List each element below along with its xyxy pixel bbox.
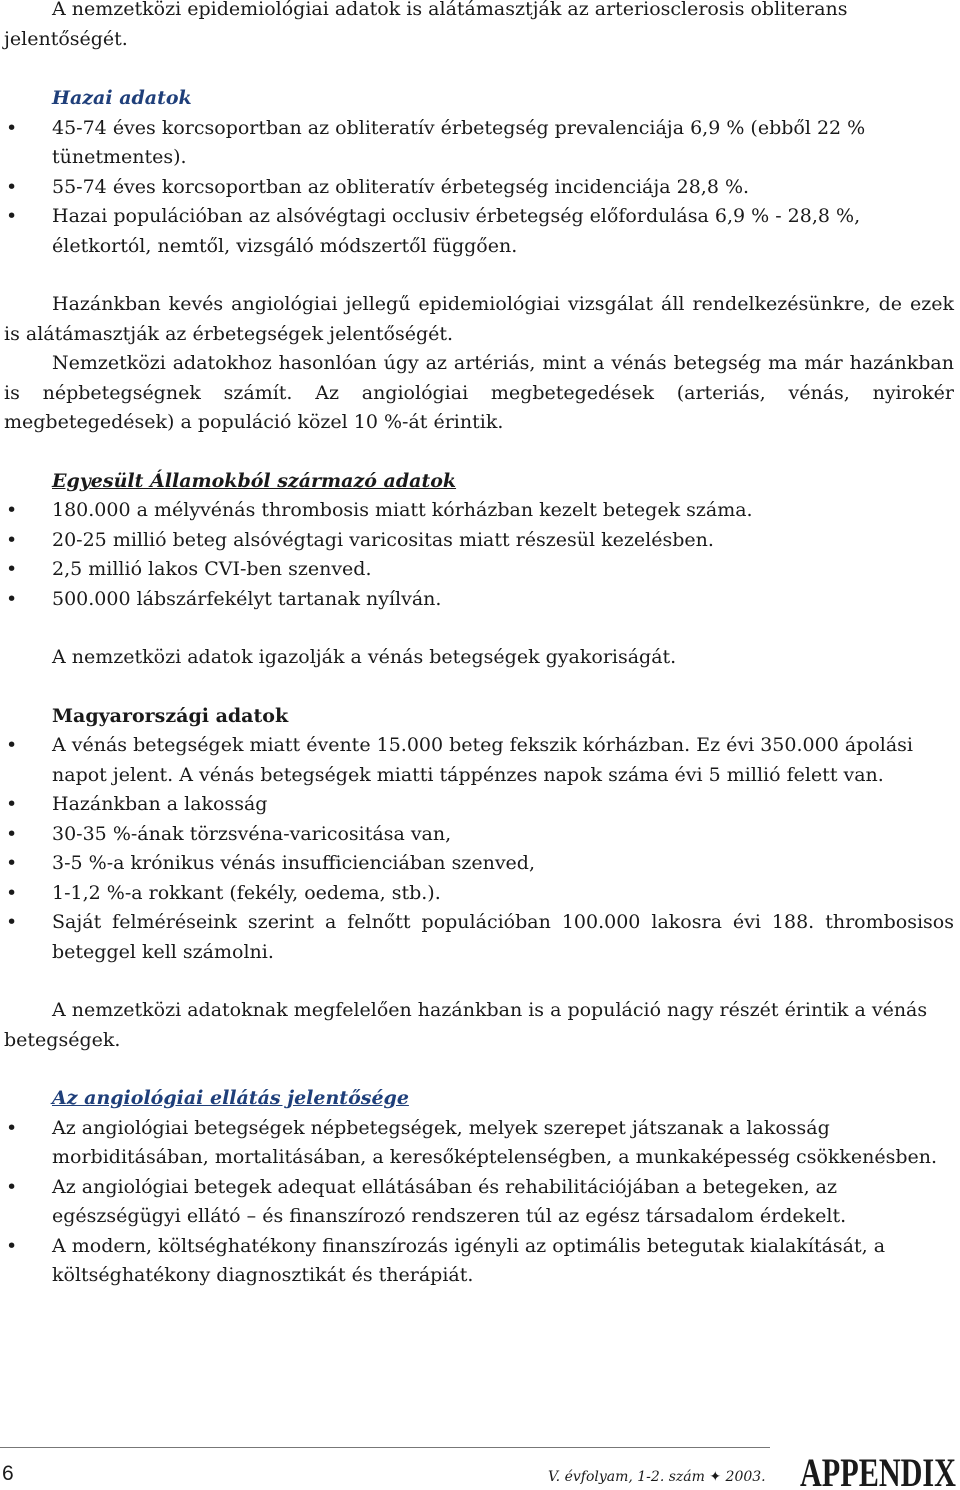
bullet-icon: • (6, 793, 18, 815)
list-item: • Hazánkban a lakosság (4, 790, 954, 820)
appendix-logo (800, 1448, 958, 1490)
bullet-icon: • (6, 1116, 18, 1139)
logo-text: APPENDIX (800, 1450, 957, 1490)
list-item: • 1-1,2 %-a rokkant (fekély, oedema, stb.). (4, 879, 954, 909)
list-item: • Saját felméréseink szerint a felnőtt populációban 100.000 lakosra évi 188. thrombosisos beteggel kell számolni. (4, 908, 954, 967)
bullet-icon: • (6, 558, 18, 580)
list-item: • 20-25 millió beteg alsóvégtagi varicositas miatt részesül kezelésben. (4, 526, 954, 556)
list-item: • A vénás betegségek miatt évente 15.000 beteg fekszik kórházban. Ez évi 350.000 ápolási napot jelent. A vénás betegségek miatti táppénzes napok száma évi 5 millió felett van. (4, 731, 954, 790)
bullet-icon: • (6, 852, 18, 874)
list-item: • 180.000 a mélyvénás thrombosis miatt kórházban kezelt betegek száma. (4, 496, 954, 526)
bullet-icon: • (6, 116, 18, 139)
list-item: • Az angiológiai betegek adequat ellátásában és rehabilitációjában a betegeken, az egészségügyi ellátó – és finanszírozó rendszeren túl az egész társadalom érdekelt. (4, 1173, 954, 1232)
bullet-icon: • (6, 499, 18, 521)
bullet-icon: • (6, 528, 18, 551)
bullet-icon: • (6, 734, 18, 756)
bullet-icon: • (6, 205, 18, 227)
paragraph-megfeleloen: A nemzetközi adatoknak megfelelően hazánkban is a populáció nagy részét érintik a vénás betegségek. (4, 999, 928, 1051)
angio-list (4, 1114, 954, 1291)
issue-info: V. évfolyam, 1-2. szám ✦ 2003. (548, 1469, 766, 1485)
magyar-list (4, 731, 954, 967)
usa-list (4, 496, 954, 614)
list-item: • A modern, költséghatékony finanszírozás igényli az optimális betegutak kialakítását, a költséghatékony diagnosztikát és therápiát. (4, 1232, 954, 1291)
heading-egyesult-allamok: Egyesült Államokból származó adatok (52, 469, 457, 492)
bullet-icon: • (6, 911, 18, 933)
hazai-list (4, 114, 954, 262)
list-item: • 2,5 millió lakos CVI-ben szenved. (4, 555, 954, 585)
list-item: • 30-35 %-ának törzsvéna-varicositása van, (4, 820, 954, 850)
heading-angiologiai-ellatas: Az angiológiai ellátás jelentősége (52, 1087, 409, 1109)
page-number: 6 (2, 1462, 14, 1485)
bullet-icon: • (6, 1175, 18, 1198)
paragraph-igazoljak: A nemzetközi adatok igazolják a vénás betegségek gyakoriságát. (52, 646, 677, 668)
heading-hazai-adatok: Hazai adatok (52, 87, 192, 109)
footer-divider (0, 1447, 770, 1448)
paragraph-hazankban: Hazánkban kevés angiológiai jellegű epidemiológiai vizsgálat áll rendelkezésünkre, de ezek is alátámasztják az érbetegségek jelentőségét. (4, 293, 954, 345)
list-item: • 3-5 %-a krónikus vénás insufficienciában szenved, (4, 849, 954, 879)
bullet-icon: • (6, 1234, 18, 1257)
heading-magyarorszagi-adatok: Magyarországi adatok (52, 704, 289, 727)
list-item: • Az angiológiai betegségek népbetegségek, melyek szerepet játszanak a lakosság morbiditásában, mortalitásában, a keresőképtelenségben, a munkaképesség csökkenésben. (4, 1114, 954, 1173)
intro-paragraph: A nemzetközi epidemiológiai adatok is alátámasztják az arteriosclerosis obliterans jelentőségét. (4, 0, 848, 50)
star-separator-icon: ✦ (709, 1469, 722, 1485)
bullet-icon: • (6, 822, 18, 845)
list-item: • 500.000 lábszárfekélyt tartanak nyílván. (4, 585, 954, 615)
bullet-icon: • (6, 881, 18, 904)
list-item: • 45-74 éves korcsoportban az obliteratív érbetegség prevalenciája 6,9 % (ebből 22 % tünetmentes). (4, 114, 954, 173)
paragraph-nemzetkozi: Nemzetközi adatokhoz hasonlóan úgy az artériás, mint a vénás betegség ma már hazánkban is népbetegségnek számít. Az angiológiai megbetegedések (arteriás, vénás, nyirokér megbetegedések) a populáció közel 10 %-át érintik. (4, 352, 954, 433)
list-item: • Hazai populációban az alsóvégtagi occlusiv érbetegség előfordulása 6,9 % - 28,8 %, életkortól, nemtől, vizsgáló módszertől függően. (4, 202, 954, 261)
document-page (4, 0, 954, 1291)
bullet-icon: • (6, 587, 18, 610)
list-item: • 55-74 éves korcsoportban az obliteratív érbetegség incidenciája 28,8 %. (4, 173, 954, 203)
bullet-icon: • (6, 175, 18, 198)
